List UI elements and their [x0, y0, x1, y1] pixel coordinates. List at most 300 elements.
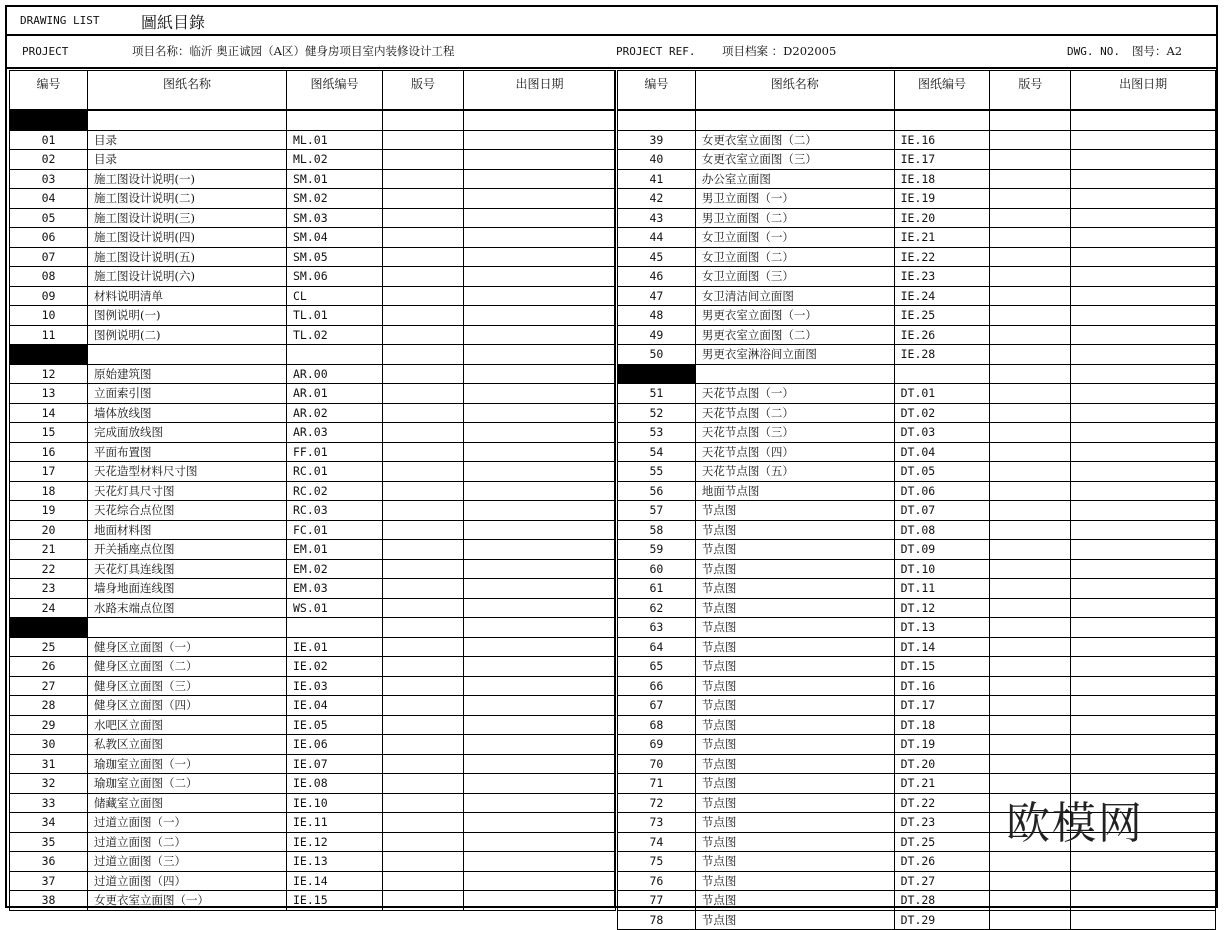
cell-number: 64	[618, 637, 696, 657]
cell-drawing-name: 办公室立面图	[695, 169, 894, 189]
cell-revision	[990, 618, 1071, 638]
cell-drawing-code: AR.00	[287, 364, 383, 384]
cell-issue-date	[464, 774, 616, 794]
cell-drawing-name: 天花节点图（五）	[695, 462, 894, 482]
cell-revision	[383, 813, 464, 833]
cell-number: 74	[618, 832, 696, 852]
cell-issue-date	[464, 696, 616, 716]
table-row	[618, 696, 1216, 716]
cell-number: 54	[618, 442, 696, 462]
table-row	[618, 579, 1216, 599]
cell-issue-date	[464, 462, 616, 482]
cell-drawing-name: 地面节点图	[695, 481, 894, 501]
cell-drawing-name: 天花节点图（三）	[695, 423, 894, 443]
cell-number: 37	[10, 871, 88, 891]
cell-number: 14	[10, 403, 88, 423]
cell-drawing-name: 男卫立面图（一）	[695, 189, 894, 209]
cell-issue-date	[1071, 579, 1216, 599]
cell-drawing-name: 女卫立面图（二）	[695, 247, 894, 267]
cell-drawing-code: IE.18	[894, 169, 990, 189]
cell-drawing-name: 施工图设计说明(一)	[88, 169, 287, 189]
table-row	[10, 637, 616, 657]
cell-drawing-code: IE.06	[287, 735, 383, 755]
cell-issue-date	[464, 676, 616, 696]
table-row	[10, 364, 616, 384]
cell-issue-date	[464, 228, 616, 248]
cell-drawing-name: 施工图设计说明(二)	[88, 189, 287, 209]
cell-drawing-name: 男更衣室淋浴间立面图	[695, 345, 894, 365]
cell-issue-date	[464, 891, 616, 911]
cell-revision	[383, 618, 464, 638]
cell-revision	[990, 501, 1071, 521]
cell-drawing-name: 瑜珈室立面图（二）	[88, 774, 287, 794]
table-row	[618, 520, 1216, 540]
cell-drawing-name	[695, 110, 894, 130]
cell-revision	[383, 208, 464, 228]
table-row	[10, 481, 616, 501]
cell-drawing-name: 节点图	[695, 559, 894, 579]
cell-drawing-code: IE.19	[894, 189, 990, 209]
cell-drawing-name: 节点图	[695, 832, 894, 852]
cell-number: 09	[10, 286, 88, 306]
cell-revision	[990, 306, 1071, 326]
cell-drawing-name: 女更衣室立面图（一）	[88, 891, 287, 911]
drawing-list-label: DRAWING LIST	[20, 14, 100, 27]
drawing-sheet	[5, 5, 1218, 927]
cell-number: 17	[10, 462, 88, 482]
cell-revision	[990, 228, 1071, 248]
cell-revision	[383, 637, 464, 657]
cell-number: 04	[10, 189, 88, 209]
cell-number: 53	[618, 423, 696, 443]
cell-issue-date	[1071, 130, 1216, 150]
cell-number: 71	[618, 774, 696, 794]
cell-drawing-name: 节点图	[695, 696, 894, 716]
cell-drawing-code: EM.02	[287, 559, 383, 579]
table-row	[10, 559, 616, 579]
cell-revision	[990, 462, 1071, 482]
cell-issue-date	[464, 345, 616, 365]
cell-drawing-code	[287, 110, 383, 130]
table-row	[10, 403, 616, 423]
cell-drawing-code: DT.25	[894, 832, 990, 852]
cell-drawing-code: TL.02	[287, 325, 383, 345]
cell-drawing-name: 天花节点图（四）	[695, 442, 894, 462]
table-row	[10, 325, 616, 345]
cell-drawing-name: 施工图设计说明(五)	[88, 247, 287, 267]
table-row	[10, 813, 616, 833]
cell-number: 60	[618, 559, 696, 579]
table-row	[10, 871, 616, 891]
cell-issue-date	[1071, 618, 1216, 638]
cell-drawing-name: 私教区立面图	[88, 735, 287, 755]
cell-drawing-name: 图例说明(一)	[88, 306, 287, 326]
cell-revision	[383, 189, 464, 209]
cell-drawing-code: DT.04	[894, 442, 990, 462]
cell-drawing-name: 节点图	[695, 774, 894, 794]
dwg-no-label: DWG. NO.	[1067, 45, 1120, 58]
table-row	[618, 481, 1216, 501]
cell-issue-date	[1071, 559, 1216, 579]
cell-issue-date	[464, 754, 616, 774]
cell-number: 43	[618, 208, 696, 228]
cell-revision	[383, 715, 464, 735]
cell-issue-date	[464, 208, 616, 228]
cell-number: 45	[618, 247, 696, 267]
cell-drawing-code: AR.03	[287, 423, 383, 443]
cell-revision	[990, 286, 1071, 306]
cell-drawing-name	[88, 618, 287, 638]
cell-issue-date	[464, 813, 616, 833]
cell-revision	[990, 852, 1071, 872]
table-row	[10, 735, 616, 755]
cell-drawing-name: 过道立面图（一）	[88, 813, 287, 833]
table-row	[618, 462, 1216, 482]
cell-number: 15	[10, 423, 88, 443]
table-row	[618, 540, 1216, 560]
table-row	[10, 852, 616, 872]
cell-issue-date	[464, 501, 616, 521]
cell-drawing-code: IE.02	[287, 657, 383, 677]
header-row	[10, 71, 616, 111]
cell-drawing-code	[287, 345, 383, 365]
cell-drawing-name: 水吧区立面图	[88, 715, 287, 735]
cell-drawing-code: DT.02	[894, 403, 990, 423]
cell-revision	[383, 832, 464, 852]
table-divider	[614, 70, 616, 908]
cell-revision	[383, 228, 464, 248]
cell-drawing-name: 健身区立面图（三）	[88, 676, 287, 696]
cell-issue-date	[464, 579, 616, 599]
cell-drawing-code: IE.28	[894, 345, 990, 365]
col-header-number: 编号	[618, 71, 696, 111]
cell-revision	[383, 267, 464, 287]
cell-drawing-name: 瑜珈室立面图（一）	[88, 754, 287, 774]
cell-number: 06	[10, 228, 88, 248]
cell-number: 59	[618, 540, 696, 560]
cell-drawing-name: 节点图	[695, 715, 894, 735]
cell-number: 19	[10, 501, 88, 521]
cell-issue-date	[1071, 364, 1216, 384]
cell-revision	[383, 520, 464, 540]
cell-issue-date	[1071, 267, 1216, 287]
cell-number: 48	[618, 306, 696, 326]
table-row	[618, 130, 1216, 150]
cell-drawing-name: 女更衣室立面图（三）	[695, 150, 894, 170]
cell-drawing-name: 节点图	[695, 676, 894, 696]
cell-number: 34	[10, 813, 88, 833]
col-header-date: 出图日期	[464, 71, 616, 111]
cell-issue-date	[464, 715, 616, 735]
cell-issue-date	[1071, 637, 1216, 657]
cell-revision	[383, 481, 464, 501]
cell-issue-date	[464, 442, 616, 462]
cell-drawing-code: IE.21	[894, 228, 990, 248]
header-divider-2	[7, 67, 1216, 69]
cell-issue-date	[1071, 403, 1216, 423]
cell-revision	[990, 871, 1071, 891]
cell-drawing-code: RC.01	[287, 462, 383, 482]
cell-drawing-name: 节点图	[695, 852, 894, 872]
table-row	[10, 832, 616, 852]
cell-number: 35	[10, 832, 88, 852]
table-row	[618, 189, 1216, 209]
table-row	[618, 559, 1216, 579]
cell-drawing-name: 健身区立面图（四）	[88, 696, 287, 716]
cell-issue-date	[1071, 520, 1216, 540]
cell-number: 13	[10, 384, 88, 404]
header-row	[618, 71, 1216, 111]
cell-issue-date	[1071, 325, 1216, 345]
cell-revision	[990, 208, 1071, 228]
table-row	[10, 130, 616, 150]
cell-drawing-name: 地面材料图	[88, 520, 287, 540]
cell-number: 65	[618, 657, 696, 677]
cell-issue-date	[1071, 910, 1216, 930]
cell-drawing-name: 过道立面图（二）	[88, 832, 287, 852]
table-row	[618, 501, 1216, 521]
cell-revision	[990, 403, 1071, 423]
cell-drawing-code: DT.13	[894, 618, 990, 638]
col-header-number: 编号	[10, 71, 88, 111]
cell-drawing-code: DT.03	[894, 423, 990, 443]
cell-drawing-name: 施工图设计说明(三)	[88, 208, 287, 228]
cell-drawing-code: SM.05	[287, 247, 383, 267]
col-header-revision: 版号	[383, 71, 464, 111]
cell-number: 52	[618, 403, 696, 423]
cell-number: 25	[10, 637, 88, 657]
cell-issue-date	[464, 481, 616, 501]
cell-issue-date	[464, 325, 616, 345]
cell-number: 38	[10, 891, 88, 911]
cell-drawing-name: 原始建筑图	[88, 364, 287, 384]
table-row	[618, 423, 1216, 443]
table-row	[618, 150, 1216, 170]
cell-issue-date	[1071, 852, 1216, 872]
table-row	[10, 423, 616, 443]
cell-drawing-name: 节点图	[695, 501, 894, 521]
cell-number: 68	[618, 715, 696, 735]
table-row	[10, 228, 616, 248]
cell-revision	[383, 754, 464, 774]
cell-issue-date	[1071, 735, 1216, 755]
cell-number	[618, 364, 696, 384]
cell-number: 49	[618, 325, 696, 345]
cell-drawing-code: DT.18	[894, 715, 990, 735]
cell-revision	[990, 891, 1071, 911]
cell-revision	[383, 579, 464, 599]
cell-revision	[990, 169, 1071, 189]
cell-drawing-code: DT.21	[894, 774, 990, 794]
cell-drawing-code: DT.10	[894, 559, 990, 579]
cell-revision	[383, 364, 464, 384]
cell-number: 11	[10, 325, 88, 345]
cell-revision	[990, 267, 1071, 287]
cell-revision	[383, 345, 464, 365]
cell-drawing-name: 墙身地面连线图	[88, 579, 287, 599]
cell-revision	[990, 130, 1071, 150]
cell-drawing-code: DT.12	[894, 598, 990, 618]
cell-revision	[990, 345, 1071, 365]
cell-number: 26	[10, 657, 88, 677]
table-row	[10, 286, 616, 306]
cell-drawing-code: SM.06	[287, 267, 383, 287]
cell-drawing-code: DT.29	[894, 910, 990, 930]
table-row	[10, 540, 616, 560]
cell-drawing-name: 节点图	[695, 657, 894, 677]
cell-drawing-name: 目录	[88, 130, 287, 150]
cell-number: 36	[10, 852, 88, 872]
cell-issue-date	[464, 364, 616, 384]
cell-drawing-code: DT.19	[894, 735, 990, 755]
cell-revision	[990, 598, 1071, 618]
cell-drawing-name: 女更衣室立面图（二）	[695, 130, 894, 150]
cell-revision	[383, 150, 464, 170]
table-row	[618, 345, 1216, 365]
cell-number: 20	[10, 520, 88, 540]
cell-drawing-code: SM.02	[287, 189, 383, 209]
cell-revision	[383, 286, 464, 306]
cell-revision	[990, 735, 1071, 755]
cell-number: 78	[618, 910, 696, 930]
cell-drawing-code: DT.28	[894, 891, 990, 911]
table-row	[10, 462, 616, 482]
cell-drawing-name: 节点图	[695, 520, 894, 540]
cell-drawing-code: DT.15	[894, 657, 990, 677]
cell-drawing-code: AR.01	[287, 384, 383, 404]
cell-drawing-name: 开关插座点位图	[88, 540, 287, 560]
cell-drawing-name: 水路末端点位图	[88, 598, 287, 618]
cell-drawing-name: 健身区立面图（一）	[88, 637, 287, 657]
cell-issue-date	[464, 189, 616, 209]
table-row	[10, 384, 616, 404]
cell-revision	[990, 676, 1071, 696]
col-header-code: 图纸编号	[894, 71, 990, 111]
cell-issue-date	[464, 423, 616, 443]
cell-number: 29	[10, 715, 88, 735]
cell-issue-date	[464, 540, 616, 560]
cell-revision	[383, 403, 464, 423]
cell-number: 47	[618, 286, 696, 306]
cell-number: 41	[618, 169, 696, 189]
cell-number: 55	[618, 462, 696, 482]
cell-revision	[383, 442, 464, 462]
cell-number: 72	[618, 793, 696, 813]
cell-drawing-code: WS.01	[287, 598, 383, 618]
cell-number: 51	[618, 384, 696, 404]
cell-drawing-code: IE.03	[287, 676, 383, 696]
cell-issue-date	[1071, 481, 1216, 501]
table-row	[618, 754, 1216, 774]
section-separator-row	[10, 618, 616, 638]
table-row	[618, 852, 1216, 872]
cell-drawing-name: 节点图	[695, 735, 894, 755]
table-row	[618, 384, 1216, 404]
table-row	[10, 208, 616, 228]
project-ref-value: 项目档案 ：D202005	[722, 44, 837, 58]
cell-drawing-name: 天花灯具尺寸图	[88, 481, 287, 501]
cell-issue-date	[1071, 247, 1216, 267]
cell-revision	[990, 637, 1071, 657]
cell-drawing-code: DT.23	[894, 813, 990, 833]
cell-issue-date	[464, 306, 616, 326]
cell-issue-date	[464, 150, 616, 170]
cell-number: 66	[618, 676, 696, 696]
cell-drawing-code: AR.02	[287, 403, 383, 423]
cell-drawing-name: 节点图	[695, 598, 894, 618]
cell-revision	[990, 325, 1071, 345]
cell-number: 62	[618, 598, 696, 618]
table-row	[10, 520, 616, 540]
cell-drawing-name: 图例说明(二)	[88, 325, 287, 345]
cell-issue-date	[464, 637, 616, 657]
cell-issue-date	[1071, 306, 1216, 326]
cell-revision	[383, 247, 464, 267]
table-row	[618, 169, 1216, 189]
table-row	[10, 306, 616, 326]
cell-issue-date	[464, 852, 616, 872]
cell-drawing-name: 女卫立面图（三）	[695, 267, 894, 287]
cell-drawing-code: DT.16	[894, 676, 990, 696]
cell-drawing-code: IE.07	[287, 754, 383, 774]
header-divider-1	[7, 34, 1216, 36]
cell-issue-date	[464, 130, 616, 150]
cell-drawing-name: 天花造型材料尺寸图	[88, 462, 287, 482]
cell-drawing-name: 天花灯具连线图	[88, 559, 287, 579]
cell-drawing-name: 过道立面图（四）	[88, 871, 287, 891]
cell-revision	[990, 715, 1071, 735]
cell-drawing-code: IE.14	[287, 871, 383, 891]
cell-issue-date	[464, 871, 616, 891]
cell-drawing-code: DT.11	[894, 579, 990, 599]
cell-revision	[990, 559, 1071, 579]
cell-revision	[990, 910, 1071, 930]
cell-drawing-code: DT.01	[894, 384, 990, 404]
cell-number: 70	[618, 754, 696, 774]
table-row	[10, 501, 616, 521]
cell-drawing-name: 节点图	[695, 637, 894, 657]
cell-drawing-code: TL.01	[287, 306, 383, 326]
cell-revision	[383, 540, 464, 560]
cell-drawing-code: IE.16	[894, 130, 990, 150]
cell-drawing-name: 节点图	[695, 891, 894, 911]
cell-drawing-name: 女卫立面图（一）	[695, 228, 894, 248]
cell-drawing-name: 节点图	[695, 871, 894, 891]
cell-drawing-code: DT.17	[894, 696, 990, 716]
cell-number	[10, 618, 88, 638]
cell-issue-date	[464, 247, 616, 267]
cell-issue-date	[1071, 696, 1216, 716]
cell-drawing-name: 节点图	[695, 618, 894, 638]
cell-drawing-code: FF.01	[287, 442, 383, 462]
cell-revision	[383, 169, 464, 189]
table-row	[618, 267, 1216, 287]
cell-issue-date	[464, 286, 616, 306]
cell-revision	[383, 110, 464, 130]
cell-drawing-code: IE.12	[287, 832, 383, 852]
cell-issue-date	[1071, 598, 1216, 618]
table-row	[618, 871, 1216, 891]
cell-drawing-code	[894, 110, 990, 130]
cell-issue-date	[1071, 754, 1216, 774]
cell-issue-date	[464, 169, 616, 189]
table-row	[618, 247, 1216, 267]
cell-revision	[990, 657, 1071, 677]
table-row	[618, 637, 1216, 657]
table-row	[618, 403, 1216, 423]
cell-issue-date	[464, 735, 616, 755]
cell-issue-date	[1071, 208, 1216, 228]
